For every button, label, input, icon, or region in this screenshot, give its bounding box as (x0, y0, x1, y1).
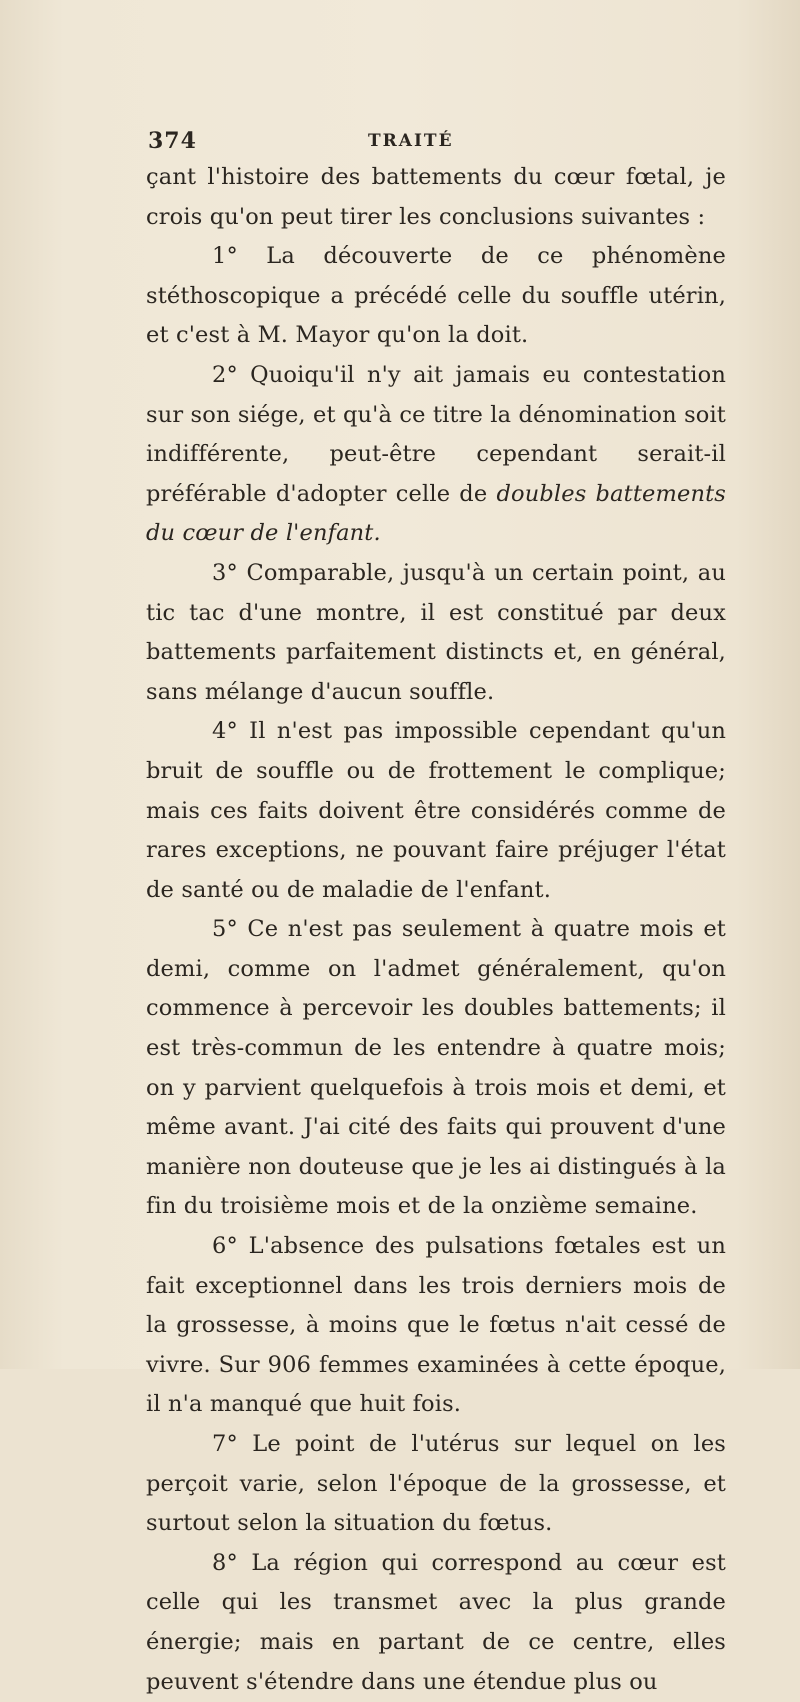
paragraph-item-2 (146, 356, 726, 554)
paragraph-item-3: 3° Comparable, jusqu'à un certain point, au tic tac d'une montre, il est constitué par deux battements parfaitement distincts et, en général, sans mélange d'aucun souffle. (146, 559, 726, 705)
paragraph-intro: çant l'histoire des battements du cœur fœtal, je crois qu'on peut tirer les conclusions suivantes : (146, 164, 726, 230)
paragraph-item-2-italic: doubles battements du cœur de l'enfant. (146, 480, 727, 547)
page-header (148, 128, 718, 162)
paragraph-item-7: 7° Le point de l'utérus sur lequel on les perçoit varie, selon l'époque de la grossesse, et surtout selon la situation du fœtus. (146, 1431, 726, 1537)
page-number: 374 (148, 128, 197, 154)
paragraph-item-2-text: 2° Quoiqu'il n'y ait jamais eu contestation sur son siége, et qu'à ce titre la dénomination soit indifférente, peut-être cependant serait-il préférable d'adopter celle de (146, 361, 727, 507)
body-text (146, 158, 726, 1702)
paragraph-item-5: 5° Ce n'est pas seulement à quatre mois et demi, comme on l'admet généralement, qu'on commence à percevoir les doubles battements; il est très-commun de les entendre à quatre mois; on y parvient quelquefois à trois mois et demi, et même avant. J'ai cité des faits qui prouvent d'une manière non douteuse que je les ai distingués à la fin du troisième mois et de la onzième semaine. (146, 916, 726, 1220)
paragraph-item-6: 6° L'absence des pulsations fœtales est un fait exceptionnel dans les trois derniers mois de la grossesse, à moins que le fœtus n'ait cessé de vivre. Sur 906 femmes examinées à cette époque, il n'a manqué que huit fois. (146, 1233, 726, 1418)
running-title: TRAITÉ (368, 131, 454, 151)
paragraph-item-8: 8° La région qui correspond au cœur est celle qui les transmet avec la plus grande énergie; mais en partant de ce centre, elles peuvent s'étendre dans une étendue plus ou (146, 1549, 726, 1695)
paragraph-item-1: 1° La découverte de ce phénomène stéthoscopique a précédé celle du souffle utérin, et c'est à M. Mayor qu'on la doit. (146, 243, 726, 349)
paragraph-item-4: 4° Il n'est pas impossible cependant qu'un bruit de souffle ou de frottement le complique; mais ces faits doivent être considérés comme de rares exceptions, ne pouvant faire préjuger l'état de santé ou de maladie de l'enfant. (146, 718, 726, 903)
